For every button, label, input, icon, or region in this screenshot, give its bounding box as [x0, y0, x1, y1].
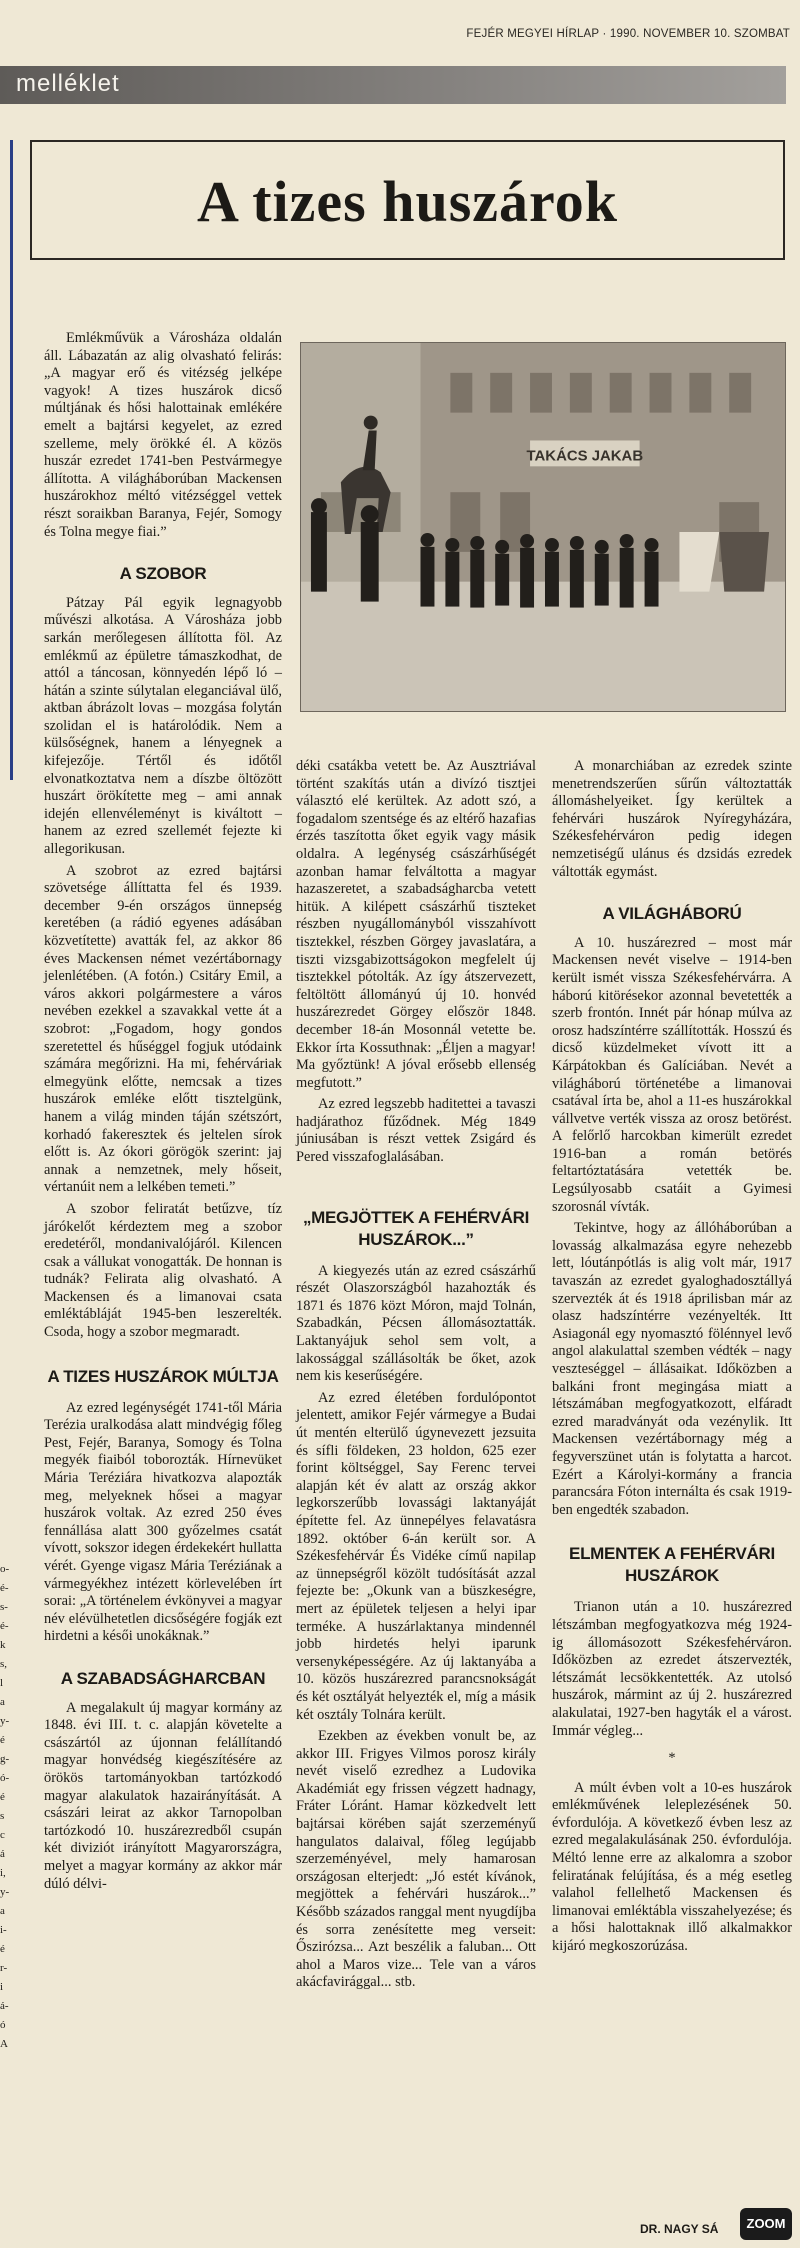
statue-photo — [300, 342, 786, 712]
edge-fragment: é- — [0, 1582, 9, 1594]
author-signature: DR. NAGY SÁ — [640, 2222, 719, 2236]
edge-fragment: o- — [0, 1563, 10, 1575]
heading-elmentek: ELMENTEK A FEHÉRVÁRI HUSZÁROK — [569, 1544, 775, 1586]
heading-megjottek: „MEGJÖTTEK A FEHÉRVÁRI HUSZÁROK...” — [302, 1207, 530, 1249]
article-title: A tizes huszárok — [197, 169, 618, 234]
edge-fragment: l — [0, 1677, 4, 1689]
column-3 — [552, 758, 792, 1960]
edge-fragment: á- — [0, 2000, 9, 2012]
edge-fragment: r- — [0, 1962, 8, 1974]
paragraph: Ezekben az években vonult be, az akkor III. Frigyes Vilmos porosz király nevét viselő ezredhez a Ludovika Akadémiát egy frissen végzett hadnagy, Fráter Lóránt. Hamar közkedvelt lett bajtársai körében saját szerzeményű hangulatos dalaival, főleg legújabb szerzeményével, mely hamarosan országosan elterjedt: „Jó estét kívánok, megjöttek a fehérvári huszárok...” Később százados ranggal ment nyugdíjba és sorra zenésítette meg verseit: Őszirózsa... Azt beszélik a faluban... Ott ahol a Maros vize... Tele van a város akácfavirággal... stb. — [296, 1728, 536, 1991]
edge-fragment: y- — [0, 1715, 10, 1727]
newspaper-header-line: FEJÉR MEGYEI HÍRLAP · 1990. NOVEMBER 10. SZOMBAT — [466, 28, 790, 40]
left-margin-rule — [0, 140, 13, 780]
edge-fragment: A — [0, 2038, 8, 2050]
edge-fragment: c — [0, 1829, 5, 1841]
edge-fragment: y- — [0, 1886, 10, 1898]
paragraph: A szobor feliratát betűzve, tíz járókelőt kérdeztem meg a szobor eredetéről, mondanivalójáról. Kilencen csak a vállukat vonogatták. De honnan is tudnák? Felirata alig olvasható. A Mackensen és a limanovai csata emléktábláját 1945-ben leszerelték. Csoda, hogy a szobor megmaradt. — [44, 1200, 282, 1341]
paragraph: Az ezred életében fordulópontot jelentett, amikor Fejér vármegye a Budai út mentén elterülő úgynevezett jezsuita és sífli földeken, 23 holdon, 625 ezer forint költséggel, Say Ferenc tervei alapján két év alatt az ország akkor legkorszerűbb lovassági laktanyáját építette fel. Az ünnepélyes felavatásra 1892. október 6-án került sor. A Székesfehérvár És Vidéke című napilap az ünnepségről közölt tudósítását azzal fejezte be: „Okunk van a büszkeségre, mert az épületek teljesen a helyi ipar terméke. A huszárlaktanya mindennél jobb hirdetés helyi iparunk versenyképességére. Az új laktanyába a 10. közös huszárezred parancsnokságát és két osztályát helyezték el, míg a másik két osztály Tolnára került. — [296, 1389, 536, 1723]
paragraph: Tekintve, hogy az állóháborúban a lovasság alkalmazása egyre nehezebb lett, lóutánpótlás is alig volt már, 1917 tavaszán az ezredet gyaloghadosztállyá szervezték át és 1918 áprilisban már az olasz hadszíntérre vezényelték. Itt Asiagonál egy nyomasztó fölénnyel levő angol alakulattal szemben védték – nagy veszteséggel – állásaikat. Időközben a balkáni front megingása miatt a létszámában megfogyatkozott, elfáradt ezred maradványát oda vezénylik. Itt Mackensen vezértábornagy még a fegyverszünet után is folytatta a harcot. Ezért a Károlyi-kormány a francia parancsára Fóton internálta és csak 1919-ben engedték szabadon. — [552, 1220, 792, 1518]
edge-fragment: ó- — [0, 1772, 10, 1784]
paragraph: Az ezred legénységét 1741-től Mária Terézia uralkodása alatt mindvégig főleg Pest, Fejér, Baranya, Somogy és Tolna megyék fiaiból toborozták. Hírnevüket Mária Teréziára hivatkozva alapozták meg, melyeknek hősei a magyar huszárok voltak. Az ezred 250 éves fennállása alatt 300 győzelmes csatát vívott, sokszor idegen érdekekért hullatta vérét. Gyenge vigasz Mária Teréziának a vármegyékhez intézett körlevelében írt sorai: „A történelem évkönyvei a magyar név elévülhetetlen dicsőségére fogják ezt hirdetni a késői unokáknak.” — [44, 1399, 282, 1645]
paragraph: A szobrot az ezred bajtársi szövetsége állíttatta fel és 1939. december 9-én országos ünnepség keretében (a rádió egyenes adásában közvetítette) avatták fel, az akkor 86 éves Mackensen német vezértábornagy jelenlétében. (A fotón.) Csitáry Emil, a város akkori polgármestere a város nevében ezekkel a szavakkal vette át a szobrot: „Fogadom, hogy gondos szeretettel és hűséggel fogjuk utódaink számára megőrizni. Ha mi, fehérváriak elmegyünk előtte, nemcsak a tizes huszárok emléke előtt tisztelgünk, hanem a világ minden táján szétszórt, korhadó fakeresztek és jeltelen sírok előtt is. Az ókori görögök szerint: jaj annak a nemzetnek, mely hőseit, vértanúit nem a lelkében temeti.” — [44, 862, 282, 1196]
edge-fragment: s- — [0, 1601, 8, 1613]
edge-fragment: é- — [0, 1620, 9, 1632]
edge-fragment: é — [0, 1943, 5, 1955]
edge-fragment: i — [0, 1981, 4, 1993]
paragraph: A múlt évben volt a 10-es huszárok emlékművének leleplezésének 50. évfordulója. A következő évben lesz az ezred megalakulásának 250. évfordulója. Méltó lenne erre az alkalomra a szobor feliratának felújítása, és a még esetleg valahol fellelhető Mackensen és limanovai emléktábla visszahelyezése; és a hősi halottaknak illő alkalmakkor kijáró megkoszorúzása. — [552, 1779, 792, 1955]
paragraph: Az ezred legszebb haditettei a tavaszi hadjárathoz fűződnek. Még 1849 júniusában is részt vettek Zsigárd és Pered visszafoglalásában. — [296, 1096, 536, 1166]
photo-sign-text: TAKÁCS JAKAB — [526, 447, 644, 465]
edge-fragment: k — [0, 1639, 6, 1651]
column-2 — [296, 758, 536, 1996]
title-box — [30, 140, 785, 260]
paragraph: A megalakult új magyar kormány az 1848. évi III. t. c. alapján követelte a császártól az újonnan felállítandó magyar honvédség kiegészítésére az örökös tartományokban tartózkodó magyar alakulatok hazairányítását. A császári leirat az akkor Tarnopolban tartózkodó 10. huszárezredből csupán két diviziót irányított Magyarországra, melyet a magyar kormány az akkor már dúló délvi- — [44, 1699, 282, 1892]
paragraph: Pátzay Pál egyik legnagyobb művészi alkotása. A Városháza jobb sarkán merőlegesen állította föl. Az emlékmű az épületre támaszkodhat, de attól a táncosan, könnyedén lépő ló – hátán a szinte súlytalan eleganciával ülő, aktban ábrázolt lovas – mozgása folytán szolidan el is határolódik. Nem a külsőségnek, hanem a lényegnek a kifejezője. Tértől és időtől elvonatkoztatva nem a díszbe öltözött huszárt örökítette meg – ami annak idején ellenvéleményt is kiváltott – hanem az ezred szellemét fejezte ki allegorikusan. — [44, 594, 282, 858]
edge-fragment: s, — [0, 1658, 8, 1670]
section-bar — [0, 66, 786, 104]
heading-a-vilaghaboru: A VILÁGHÁBORÚ — [602, 904, 742, 924]
paragraph: déki csatákba vetett be. Az Ausztriával történt szakítás után a divízó tisztjei választó elé kerültek. Az adott szó, a fogadalom szentsége és az eltérő hazafias érzés taszította őket egyik vagy másik oldalra. A legénység császárhűségét azonban hamar felváltotta a magyar hazaszeretet, a szabadságharcba vetett hitük. A kilépett császárhű tiszteket részben nyugállományból visszahívott tisztekkel, részben Görgey javaslatára, a tiszti vizsgabizottságokon megfelelt új tisztekkel pótolták. Az így átszervezett, feltöltött állományú új 10. honvéd huszárezredet Görgey először 1848. december 18-án Mosonnál vetette be. Ekkor írta Kossuthnak: „Éljen a magyar! Ma győztünk! A jóval erősebb ellenség megfutott.” — [296, 758, 536, 1091]
edge-fragment: i- — [0, 1924, 7, 1936]
heading-tizes-huszarok-multja: A TIZES HUSZÁROK MÚLTJA — [47, 1366, 279, 1386]
edge-fragment: ó — [0, 2019, 6, 2031]
heading-a-szabadsagharcban: A SZABADSÁGHARCBAN — [60, 1668, 266, 1688]
edge-fragment: a — [0, 1696, 5, 1708]
column-1 — [44, 330, 282, 1897]
edge-fragment: s — [0, 1810, 5, 1822]
paragraph: A monarchiában az ezredek szinte menetrendszerűen sűrűn változtatták állomáshelyeiket. Így kerültek a fehérvári huszárok Nyíregyházára, Székesfehérváron pedig idegen nemzetiségű ulánus és dzsidás ezredek váltották egymást. — [552, 758, 792, 880]
edge-fragment: é — [0, 1734, 5, 1746]
intro-paragraph: Emlékművük a Városháza oldalán áll. Lábazatán az alig olvasható felirás: „A magyar erő és vitézség jelképe vagyok! A tizes huszárok dicső múltjának és hősi halottainak emlékére emelt a bajtársi kegyelet, az ezred szelleme, mely örökké él. A közös huszár ezredet 1741-ben Pestvármegye állította. A világháborúban Mackensen huszárokhoz méltó vitézséggel vettek részt soraikban Baranya, Fejér, Somogy és Tolna megye fiai.” — [44, 330, 282, 540]
edge-fragment: g- — [0, 1753, 10, 1765]
section-separator: * — [668, 1750, 676, 1767]
edge-fragment: é — [0, 1791, 5, 1803]
edge-fragment: i, — [0, 1867, 6, 1879]
zoom-watermark: ZOOM — [740, 2208, 792, 2240]
edge-fragment: a — [0, 1905, 5, 1917]
paragraph: A kiegyezés után az ezred császárhű részét Olaszországból hazahozták és 1871 és 1876 közt Móron, majd Tolnán, Szabadkán, Pécsen állomásoztatták. Laktanyájuk sehol sem volt, a lakossággal szállásolták be őket, azok nem kis keserűségére. — [296, 1262, 536, 1385]
section-label: melléklet — [16, 70, 120, 97]
edge-fragment: á — [0, 1848, 5, 1860]
paragraph: A 10. huszárezred – most már Mackensen nevét viselve – 1914-ben került ismét vissza Székesfehérvárra. A háború kitörésekor azonnal bevetették a szerb frontón. Innét pár hónap múlva az orosz hadszíntérre szállították. Hosszú és dicső küzdelmeket vívott itt a Kárpátokban és Galíciában. Nevét a világháború történetébe a limanovai csatával írta be, ahol a 11-es huszárokkal vállvetve verték vissza az orosz betörést. A felőrlő harcokban kimerült ezredet 1916-ban a román betörés feltartóztatására vetették be. Legsúlyosabb csatáit a Gyimesi szorosnál vívták. — [552, 934, 792, 1215]
cut-off-neighbor-column — [0, 1560, 10, 2054]
paragraph: Trianon után a 10. huszárezred létszámban megfogyatkozva még 1924-ig állomásozott Székesfehérváron. Időközben az ezredet átszervezték, létszámát lecsökkentették. Az utolsó huszárok, mármint az új 2. huszárezred alakulatai, 1927-ben hagyták el a várost. Immár végleg... — [552, 1599, 792, 1739]
heading-a-szobor: A SZOBOR — [119, 564, 207, 584]
photo-illustration — [301, 343, 785, 711]
